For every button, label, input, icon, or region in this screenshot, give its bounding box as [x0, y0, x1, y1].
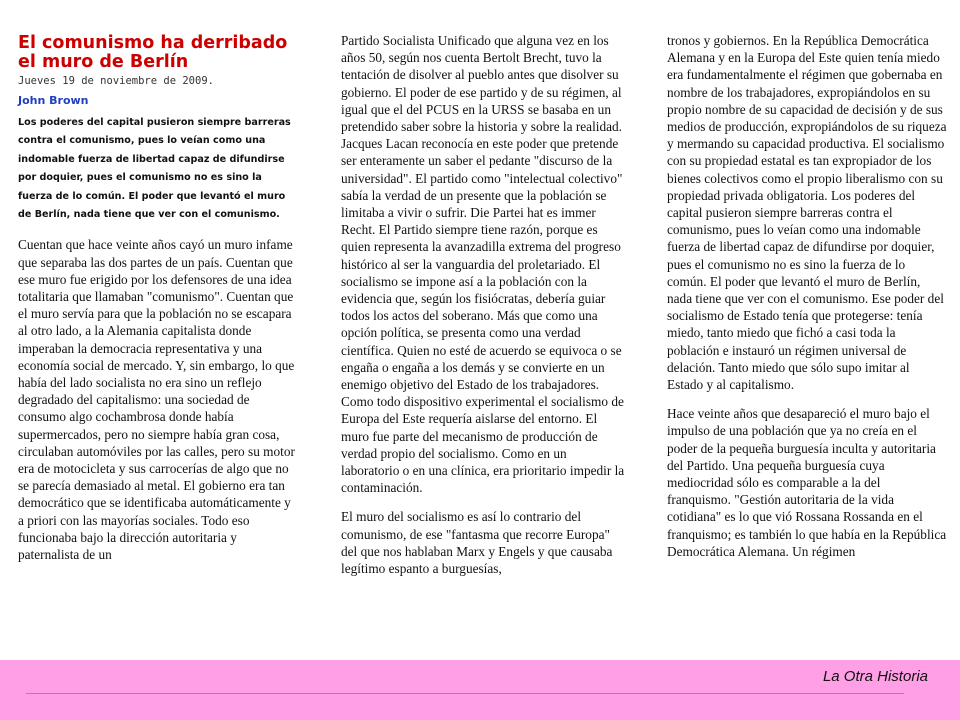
article-column-3	[667, 32, 947, 572]
body-paragraph: tronos y gobiernos. En la República Democrática Alemana y en la Europa del Este quien tenía miedo era fundamentalmente el régimen que gobernaba en nombre de los trabajadores, expropiándolos en su propio nombre de su capacidad de decisión y de sus medios de producción, expropiándolos de su riqueza y mermando su capacidad productiva. El socialismo con su propiedad estatal es tan expropiador de los bienes colectivos como el propio liberalismo con su propiedad privada obligatoria. Los poderes del capital pusieron siempre barreras contra el comunismo, pues lo veían como una indomable fuerza de libertad capaz de difundirse por doquier, pues el comunismo no es sino la fuerza de lo común. El poder que levantó el muro de Berlín, nada tiene que ver con el comunismo. Ese poder del socialismo de Estado tenía que protegerse: tenía miedo, tanto miedo que fichó a casi toda la población e instauró un régimen universal de delación. Tanto miedo que sólo supo imitar al Estado y al capitalismo.	[667, 33, 947, 393]
footer-label: La Otra Historia	[822, 668, 928, 685]
body-paragraph: Hace veinte años que desapareció el muro bajo el impulso de una población que ya no creía en el poder de la pequeña burguesía inculta y autoritaria del Partido. Una pequeña burguesía cuya mediocridad sólo es comparable a la del franquismo. "Gestión autoritaria de la vida cotidiana" es lo que vió Rossana Rossanda en el franquismo; es también lo que había en la República Democrática Alemana. Un régimen	[667, 406, 947, 559]
footer-divider	[26, 693, 904, 694]
article-title: El comunismo ha derribado el muro de Berlín	[18, 33, 288, 72]
body-paragraph: Cuentan que hace veinte años cayó un muro infame que separaba las dos partes de un país. Cuentan que ese muro fue erigido por los defensores de una idea totalitaria que llamaban "comunismo". Cuentan que el muro servía para que la población no se escapara al otro lado, a la Alemania capitalista donde imperaban la democracia representativa y una economía social de mercado. Y, sin embargo, lo que había del lado socialista no era sino un reflejo degradado del capitalismo: una sociedad de consumo algo cochambrosa donde había supermercados, pero no siempre había gran cosa, circulaban automóviles por las calles, pero su motor era de motocicleta y sus carrocerías de algo que no se parecía demasiado al metal. El gobierno era tan democrático que se identificaba automáticamente y a priori con las mayorías sociales. Todo eso funcionaba bajo la dirección autoritaria y paternalista de un	[18, 237, 295, 563]
body-paragraph: El muro del socialismo es así lo contrario del comunismo, de ese "fantasma que recorre Europa" del que nos hablaban Marx y Engels y que causaba legítimo espanto a burguesías,	[341, 509, 613, 577]
article-lead: Los poderes del capital pusieron siempre barreras contra el comunismo, pues lo veían como una indomable fuerza de libertad capaz de difundirse por doquier, pues el comunismo no es sino la fuerza de lo común. El poder que levantó el muro de Berlín, nada tiene que ver con el comunismo.	[18, 117, 291, 221]
article-column-2	[341, 32, 625, 589]
article-date: Jueves 19 de noviembre de 2009.	[18, 75, 214, 87]
article-author: John Brown	[18, 94, 89, 107]
body-paragraph: Partido Socialista Unificado que alguna vez en los años 50, según nos cuenta Bertolt Brecht, tuvo la tentación de disolver al pueblo antes que disolver su gobierno. El poder de ese partido y de su régimen, al igual que el del PCUS en la URSS se basaba en un pretendido saber sobre la historia y sobre la realidad. Jacques Lacan reconocía en este poder que pretende ser enteramente un saber el pedante "discurso de la universidad". El partido como "intelectual colectivo" sabía la verdad de un presente que la población se limitaba a vivir o sufrir. Die Partei hat es immer Recht. El Partido siempre tiene razón, porque es quien representa la avanzadilla extrema del progreso histórico al ser la vanguardia del proletariado. El socialismo se impone así a la población con la evidencia que, según los fisiócratas, debería guiar todos los actos del soberano. Más que como una opción política, se presenta como una verdad científica. Quien no esté de acuerdo se equivoca o se engaña o engaña a los demás y se convierte en un enemigo objetivo del Estado de los trabajadores. Como todo dispositivo experimental el socialismo de Europa del Este requería aislarse del entorno. El muro fue parte del mecanismo de producción de verdad propio del socialismo. Como en un laboratorio o en una clínica, era prioritario impedir la contaminación.	[341, 33, 625, 496]
footer-band	[0, 660, 960, 720]
article-column-1	[18, 32, 296, 575]
